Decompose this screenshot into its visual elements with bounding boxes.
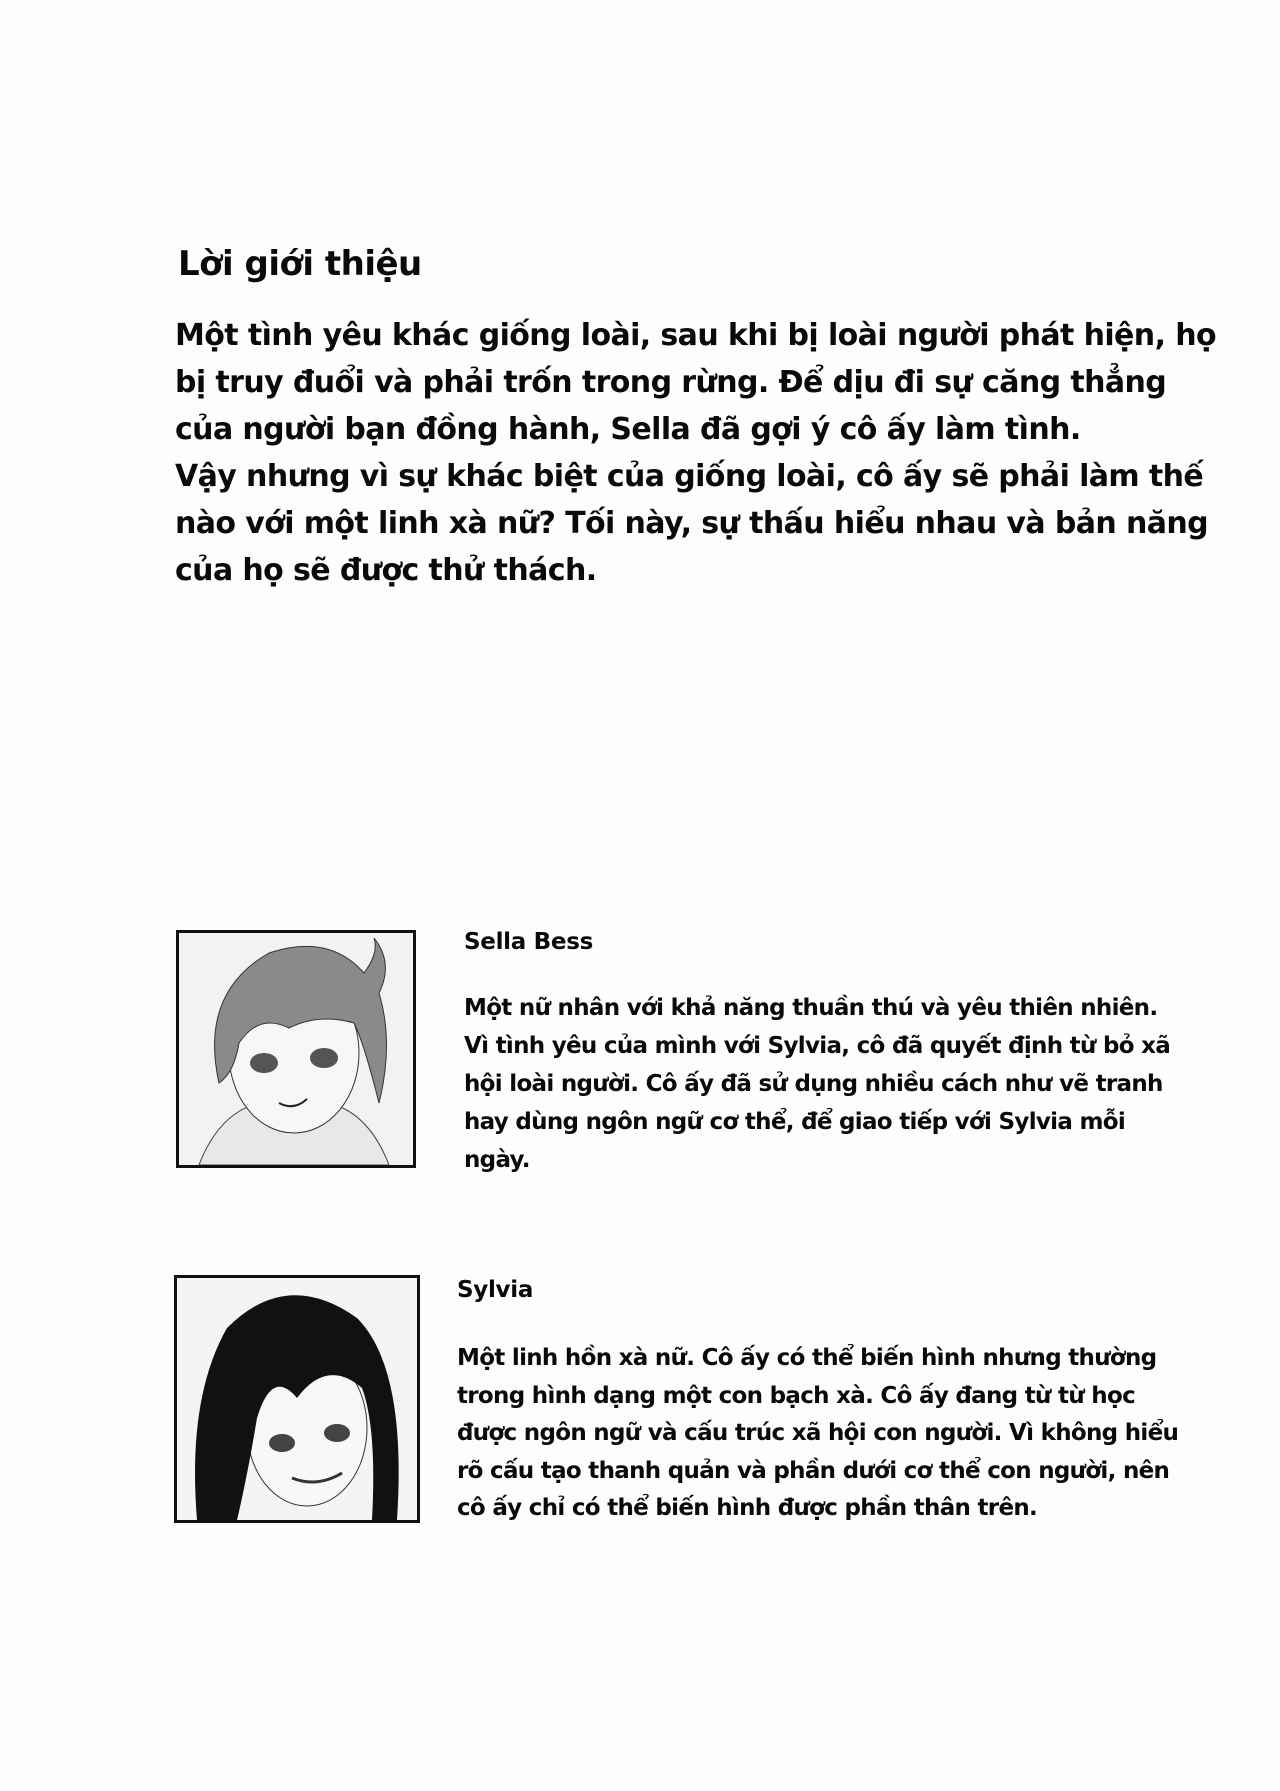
sylvia-portrait	[174, 1275, 420, 1523]
description-line: ngày.	[464, 1147, 530, 1173]
intro-line: bị truy đuổi và phải trốn trong rừng. Để dịu đi sự căng thẳng	[175, 365, 1167, 400]
description-line: Một nữ nhân với khả năng thuần thú và yêu thiên nhiên.	[464, 995, 1158, 1021]
description-line: cô ấy chỉ có thể biến hình được phần thân trên.	[457, 1495, 1038, 1521]
character-description	[464, 989, 1170, 1179]
description-line: Một linh hồn xà nữ. Cô ấy có thể biến hình nhưng thường	[457, 1345, 1157, 1371]
description-line: Vì tình yêu của mình với Sylvia, cô đã quyết định từ bỏ xã	[464, 1033, 1171, 1059]
intro-line: của người bạn đồng hành, Sella đã gợi ý cô ấy làm tình.	[175, 412, 1081, 447]
character-description	[457, 1340, 1178, 1528]
description-line: được ngôn ngữ và cấu trúc xã hội con người. Vì không hiểu	[457, 1420, 1179, 1446]
sella-portrait	[176, 930, 416, 1168]
intro-line: nào với một linh xà nữ? Tối này, sự thấu hiểu nhau và bản năng	[175, 506, 1209, 541]
description-line: trong hình dạng một con bạch xà. Cô ấy đang từ từ học	[457, 1382, 1136, 1409]
intro-title: Lời giới thiệu	[178, 244, 422, 284]
intro-line: Một tình yêu khác giống loài, sau khi bị loài người phát hiện, họ	[175, 318, 1216, 353]
character-name: Sylvia	[457, 1277, 534, 1303]
description-line: hay dùng ngôn ngữ cơ thể, để giao tiếp với Sylvia mỗi	[464, 1109, 1126, 1135]
intro-line: của họ sẽ được thử thách.	[175, 553, 597, 588]
description-line: rõ cấu tạo thanh quản và phần dưới cơ thể con người, nên	[457, 1457, 1170, 1484]
intro-line: Vậy nhưng vì sự khác biệt của giống loài, cô ấy sẽ phải làm thế	[175, 459, 1204, 494]
description-line: hội loài người. Cô ấy đã sử dụng nhiều cách như vẽ tranh	[464, 1071, 1163, 1097]
intro-paragraph	[175, 312, 1216, 594]
character-name: Sella Bess	[464, 929, 593, 955]
